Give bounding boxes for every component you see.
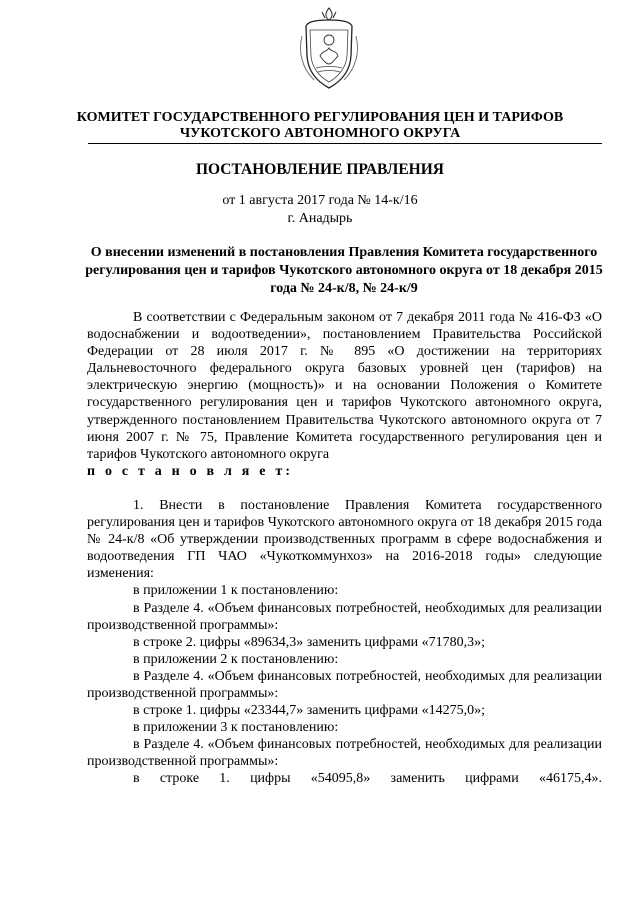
document-body <box>87 309 602 788</box>
row-change-c: в строке 1. цифры «54095,8» заменить цифрами «46175,4». <box>133 771 602 787</box>
appendix-2-line: в приложении 2 к постановлению: <box>133 651 339 667</box>
document-date-number: от 1 августа 2017 года № 14-к/16 <box>222 193 418 208</box>
preamble-paragraph: В соответствии с Федеральным законом от 7 декабря 2011 года № 416-ФЗ «О водоснабжении и водоотведении», постановлением Правительства Российской Федерации от 28 июля 2017 г. № 895 «О достижении на территориях Дальневосточного федерального округа базовых уровней цен (тарифов) на электрическую энергию (мощность)» и на основании Положения о Комитете государственного регулирования цен и тарифов Чукотского автономного округа, утвержденного постановлением Правительства Чукотского автономного округа от 7 июня 2007 г. № 75, Правление Комитета государственного регулирования цен и тарифов Чукотского автономного округа <box>87 310 602 462</box>
committee-name-line2: ЧУКОТСКОГО АВТОНОМНОГО ОКРУГА <box>179 126 461 141</box>
row-change-b: в строке 1. цифры «23344,7» заменить цифрами «14275,0»; <box>133 703 486 719</box>
section-4-line-b: в Разделе 4. «Объем финансовых потребностей, необходимых для реализации производственной программы»: <box>87 668 602 701</box>
decree-word: п о с т а н о в л я е т: <box>87 463 294 479</box>
header-divider <box>88 143 602 144</box>
committee-name-line1: КОМИТЕТ ГОСУДАРСТВЕННОГО РЕГУЛИРОВАНИЯ ЦЕН И ТАРИФОВ <box>76 110 564 125</box>
appendix-3-line: в приложении 3 к постановлению: <box>133 720 339 736</box>
appendix-1-line: в приложении 1 к постановлению: <box>133 583 339 599</box>
document-city: г. Анадырь <box>287 211 353 226</box>
document-title: ПОСТАНОВЛЕНИЕ ПРАВЛЕНИЯ <box>195 161 444 178</box>
coat-of-arms-emblem <box>296 6 362 94</box>
item-1-paragraph: 1. Внести в постановление Правления Комитета государственного регулирования цен и тарифов Чукотского автономного округа от 18 декабря 2015 года № 24-к/8 «Об утверждении производственных программ в сфере водоснабжения и водоотведения ГП ЧАО «Чукоткоммунхоз» на 2016-2018 годы» следующие изменения: <box>87 497 602 582</box>
section-4-line-a: в Разделе 4. «Объем финансовых потребностей, необходимых для реализации производственной программы»: <box>87 600 602 633</box>
section-4-line-c: в Разделе 4. «Объем финансовых потребностей, необходимых для реализации производственной программы»: <box>87 737 602 770</box>
document-subject: О внесении изменений в постановления Правления Комитета государственного регулирования цен и тарифов Чукотского автономного округа от 18 декабря 2015 года № 24-к/8, № 24-к/9 <box>85 245 603 296</box>
paragraph-gap <box>87 480 602 497</box>
row-change-a: в строке 2. цифры «89634,3» заменить цифрами «71780,3»; <box>133 634 486 650</box>
